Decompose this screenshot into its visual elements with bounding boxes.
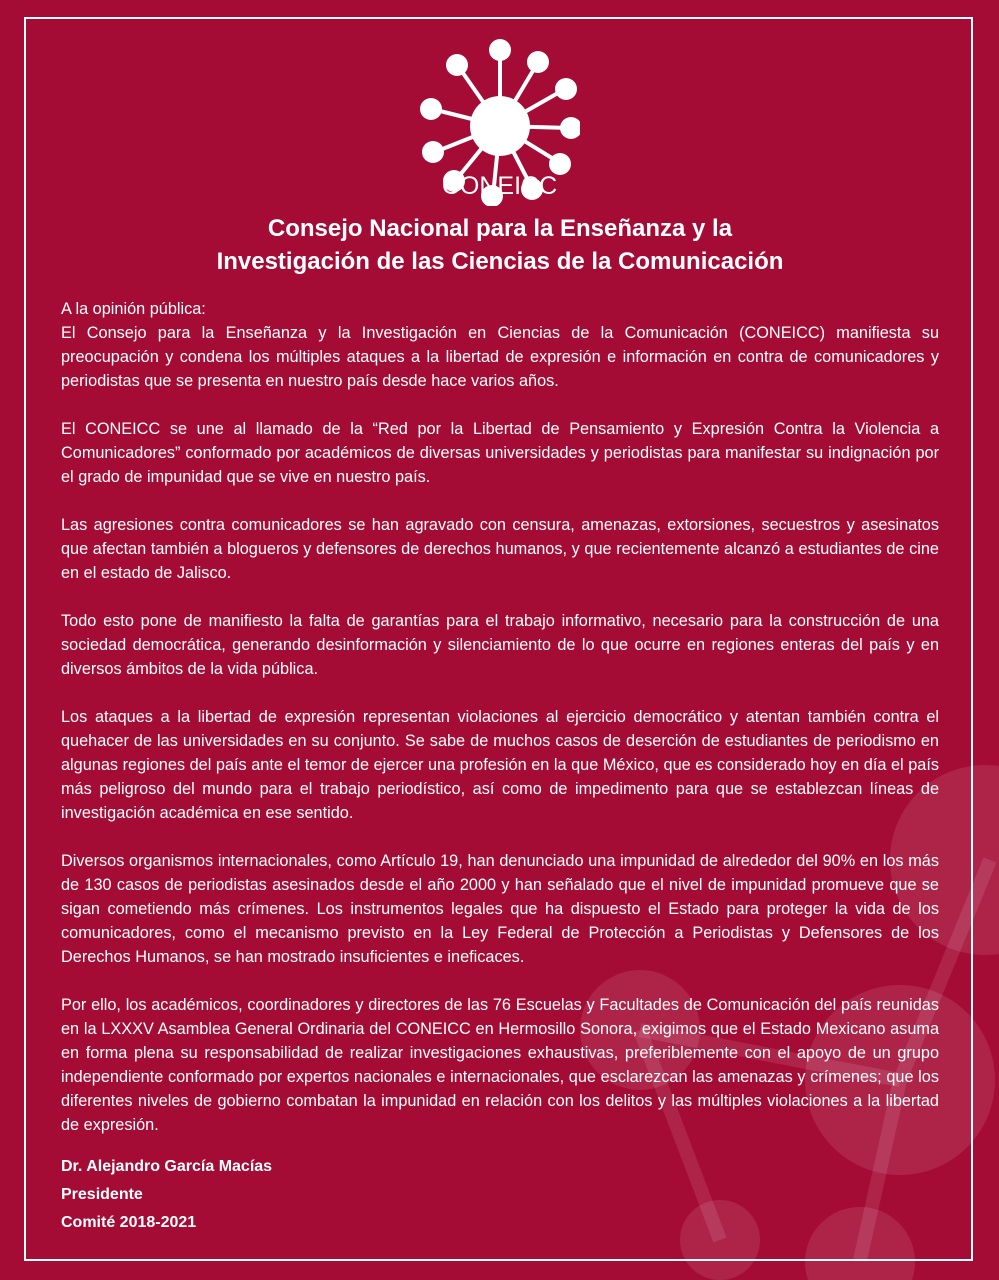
paragraph-3: Las agresiones contra comunicadores se han agravado con censura, amenazas, extorsiones, secuestros y asesinatos que afectan también a blogueros y defensores de derechos humanos, y que recientemente alcanzó a estudiantes de cine en el estado de Jalisco. <box>61 516 939 582</box>
paragraph-2: El CONEICC se une al llamado de la “Red por la Libertad de Pensamiento y Expresión Contra la Violencia a Comunicadores” conformado por académicos de diversas universidades y periodistas para manifestar su indignación por el grado de impunidad que se vive en nuestro país. <box>61 420 939 486</box>
letter-body <box>61 297 939 1161</box>
page-title <box>60 212 940 278</box>
salutation: A la opinión pública: <box>61 300 206 318</box>
paragraph-6: Diversos organismos internacionales, como Artículo 19, han denunciado una impunidad de alrededor del 90% en los más de 130 casos de periodistas asesinados desde el año 2000 y han señalado que el nivel de impunidad promueve que se sigan cometiendo más crímenes. Los instrumentos legales que ha dispuesto el Estado para proteger la vida de los comunicadores, como el mecanismo previsto en la Ley Federal de Protección a Periodistas y Defensores de los Derechos Humanos, se han mostrado insuficientes e ineficaces. <box>61 852 939 966</box>
logo-wordmark: CONEICC <box>441 172 558 200</box>
signatory-name: Dr. Alejandro García Macías <box>61 1158 273 1175</box>
paragraph-7: Por ello, los académicos, coordinadores y directores de las 76 Escuelas y Facultades de Comunicación del país reunidas en la LXXXV Asamblea General Ordinaria del CONEICC en Hermosillo Sonora, exigimos que el Estado Mexicano asuma en forma plena su responsabilidad de realizar investigaciones exhaustivas, preferiblemente con el apoyo de un grupo independiente conformado por expertos nacionales e internacionales, que esclarezcan las amenazas y crímenes; que los diferentes niveles de gobierno combatan la impunidad en relación con los delitos y las múltiples violaciones a la libertad de expresión. <box>61 996 939 1134</box>
signature-block <box>61 1153 272 1237</box>
paragraph-5: Los ataques a la libertad de expresión representan violaciones al ejercicio democrático y atentan también contra el quehacer de las universidades en su conjunto. Se sabe de muchos casos de deserción de estudiantes de periodismo en algunas regiones del país ante el temor de ejercer una profesión en la que México, que es considerado hoy en día el país más peligroso del mundo para el trabajo periodístico, así como de impedimento para que se establezcan líneas de investigación académica en ese sentido. <box>61 708 939 822</box>
signatory-role: Presidente <box>61 1186 143 1203</box>
signatory-term: Comité 2018-2021 <box>61 1214 197 1231</box>
title-line-2: Investigación de las Ciencias de la Comunicación <box>216 248 784 275</box>
paragraph-4: Todo esto pone de manifiesto la falta de garantías para el trabajo informativo, necesario para la construcción de una sociedad democrática, generando desinformación y silenciamiento de lo que ocurre en regiones enteras del país y en diversos ámbitos de la vida pública. <box>61 612 939 678</box>
paragraph-1: El Consejo para la Enseñanza y la Investigación en Ciencias de la Comunicación (CONEICC) manifiesta su preocupación y condena los múltiples ataques a la libertad de expresión e información en contra de comunicadores y periodistas que se presenta en nuestro país desde hace varios años. <box>61 324 939 390</box>
title-line-1: Consejo Nacional para la Enseñanza y la <box>267 215 733 242</box>
